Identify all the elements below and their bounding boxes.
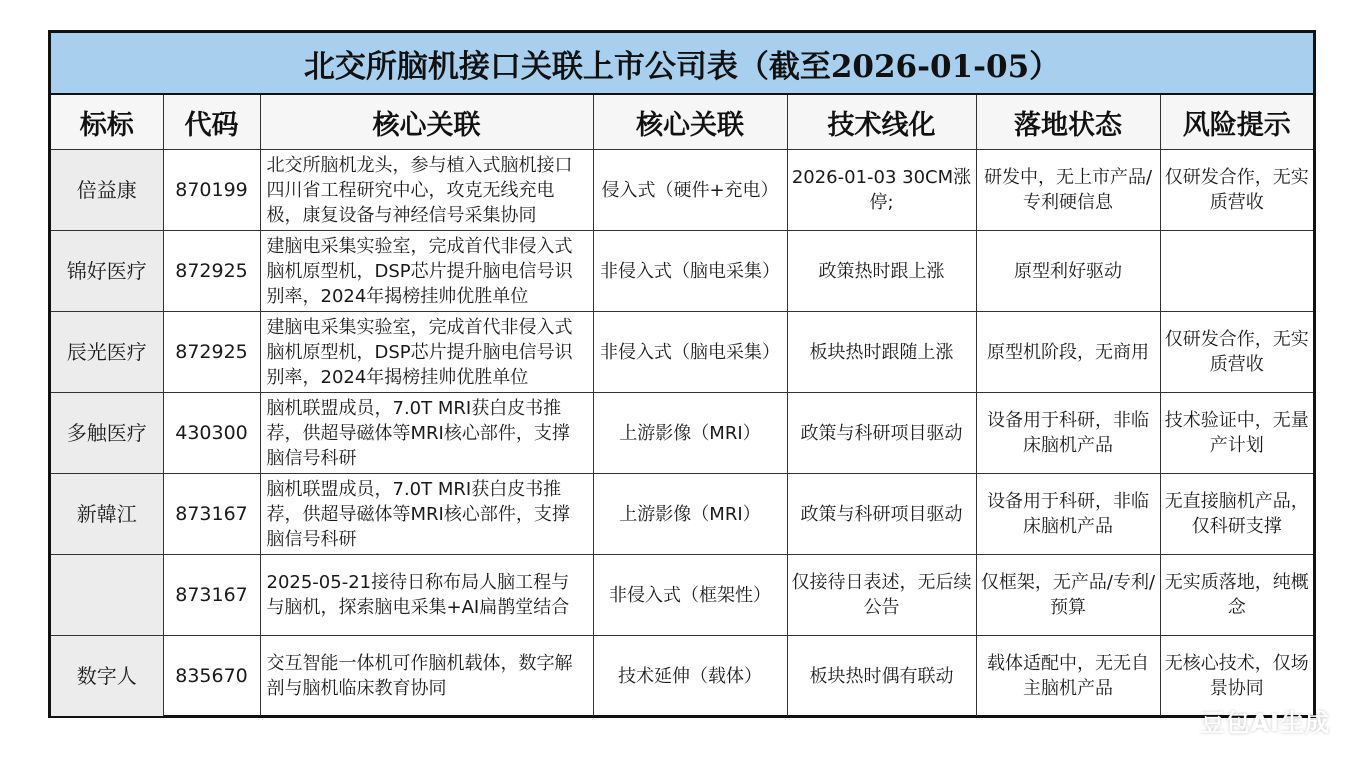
cell-status: 研发中，无上市产品/专利硬信息: [976, 150, 1160, 231]
table-title: 北交所脑机接口关联上市公司表（截至2026-01-05）: [51, 33, 1313, 95]
cell-name: 倍益康: [51, 150, 163, 231]
cell-tech: 板块热时偶有联动: [787, 636, 976, 717]
cell-tech: 政策与科研项目驱动: [787, 474, 976, 555]
cell-name: [51, 555, 163, 636]
cell-code: 872925: [163, 231, 260, 312]
header-tech: 技术线化: [787, 95, 976, 150]
cell-desc: 北交所脑机龙头，参与植入式脑机接口四川省工程研究中心，攻克无线充电极，康复设备与神经信号采集协同: [260, 150, 593, 231]
watermark: 豆包AI生成: [1200, 709, 1330, 737]
cell-tech: 2026-01-03 30CM涨停;: [787, 150, 976, 231]
cell-code: 430300: [163, 393, 260, 474]
cell-code: 872925: [163, 312, 260, 393]
cell-desc: 2025-05-21接待日称布局人脑工程与与脑机，探索脑电采集+AI扁鹊堂结合: [260, 555, 593, 636]
cell-status: 仅框架，无产品/专利/预算: [976, 555, 1160, 636]
cell-type: 非侵入式（脑电采集）: [593, 231, 787, 312]
cell-code: 870199: [163, 150, 260, 231]
cell-status: 原型利好驱动: [976, 231, 1160, 312]
cell-name: 辰光医疗: [51, 312, 163, 393]
cell-name: 锦好医疗: [51, 231, 163, 312]
cell-status: 载体适配中，无无自主脑机产品: [976, 636, 1160, 717]
cell-risk: 仅研发合作，无实质营收: [1160, 312, 1313, 393]
cell-tech: 板块热时跟随上涨: [787, 312, 976, 393]
cell-type: 上游影像（MRI）: [593, 393, 787, 474]
header-code: 代码: [163, 95, 260, 150]
cell-code: 873167: [163, 474, 260, 555]
company-table: [51, 95, 1313, 716]
cell-risk: 技术验证中，无量产计划: [1160, 393, 1313, 474]
header-row: [51, 95, 1313, 150]
cell-type: 上游影像（MRI）: [593, 474, 787, 555]
cell-name: 多触医疗: [51, 393, 163, 474]
cell-tech: 仅接待日表述，无后续公告: [787, 555, 976, 636]
table-row: [51, 555, 1313, 636]
cell-name: 数字人: [51, 636, 163, 717]
cell-risk: 无核心技术，仅场景协同: [1160, 636, 1313, 717]
cell-code: 835670: [163, 636, 260, 717]
cell-status: 原型机阶段，无商用: [976, 312, 1160, 393]
table-row: [51, 636, 1313, 717]
cell-type: 非侵入式（框架性）: [593, 555, 787, 636]
table-row: [51, 231, 1313, 312]
header-status: 落地状态: [976, 95, 1160, 150]
cell-desc: 建脑电采集实验室，完成首代非侵入式脑机原型机，DSP芯片提升脑电信号识别率，2024年揭榜挂帅优胜单位: [260, 231, 593, 312]
header-core-relation-2: 核心关联: [593, 95, 787, 150]
cell-desc: 脑机联盟成员，7.0T MRI获白皮书推荐，供超导磁体等MRI核心部件，支撑脑信号科研: [260, 474, 593, 555]
cell-name: 新韓江: [51, 474, 163, 555]
header-name: 标标: [51, 95, 163, 150]
cell-code: 873167: [163, 555, 260, 636]
cell-status: 设备用于科研，非临床脑机产品: [976, 393, 1160, 474]
company-table-card: [48, 30, 1316, 718]
header-risk: 风险提示: [1160, 95, 1313, 150]
table-row: [51, 312, 1313, 393]
cell-desc: 交互智能一体机可作脑机载体，数字解剖与脑机临床教育协同: [260, 636, 593, 717]
cell-tech: 政策与科研项目驱动: [787, 393, 976, 474]
table-row: [51, 474, 1313, 555]
cell-risk: 无直接脑机产品，仅科研支撑: [1160, 474, 1313, 555]
cell-risk: [1160, 231, 1313, 312]
cell-desc: 建脑电采集实验室，完成首代非侵入式脑机原型机，DSP芯片提升脑电信号识别率，2024年揭榜挂帅优胜单位: [260, 312, 593, 393]
table-row: [51, 150, 1313, 231]
cell-risk: 仅研发合作，无实质营收: [1160, 150, 1313, 231]
cell-status: 设备用于科研，非临床脑机产品: [976, 474, 1160, 555]
cell-desc: 脑机联盟成员，7.0T MRI获白皮书推荐，供超导磁体等MRI核心部件，支撑脑信号科研: [260, 393, 593, 474]
cell-type: 非侵入式（脑电采集）: [593, 312, 787, 393]
header-core-relation: 核心关联: [260, 95, 593, 150]
cell-type: 侵入式（硬件+充电）: [593, 150, 787, 231]
cell-risk: 无实质落地，纯概念: [1160, 555, 1313, 636]
cell-type: 技术延伸（载体）: [593, 636, 787, 717]
table-row: [51, 393, 1313, 474]
cell-tech: 政策热时跟上涨: [787, 231, 976, 312]
